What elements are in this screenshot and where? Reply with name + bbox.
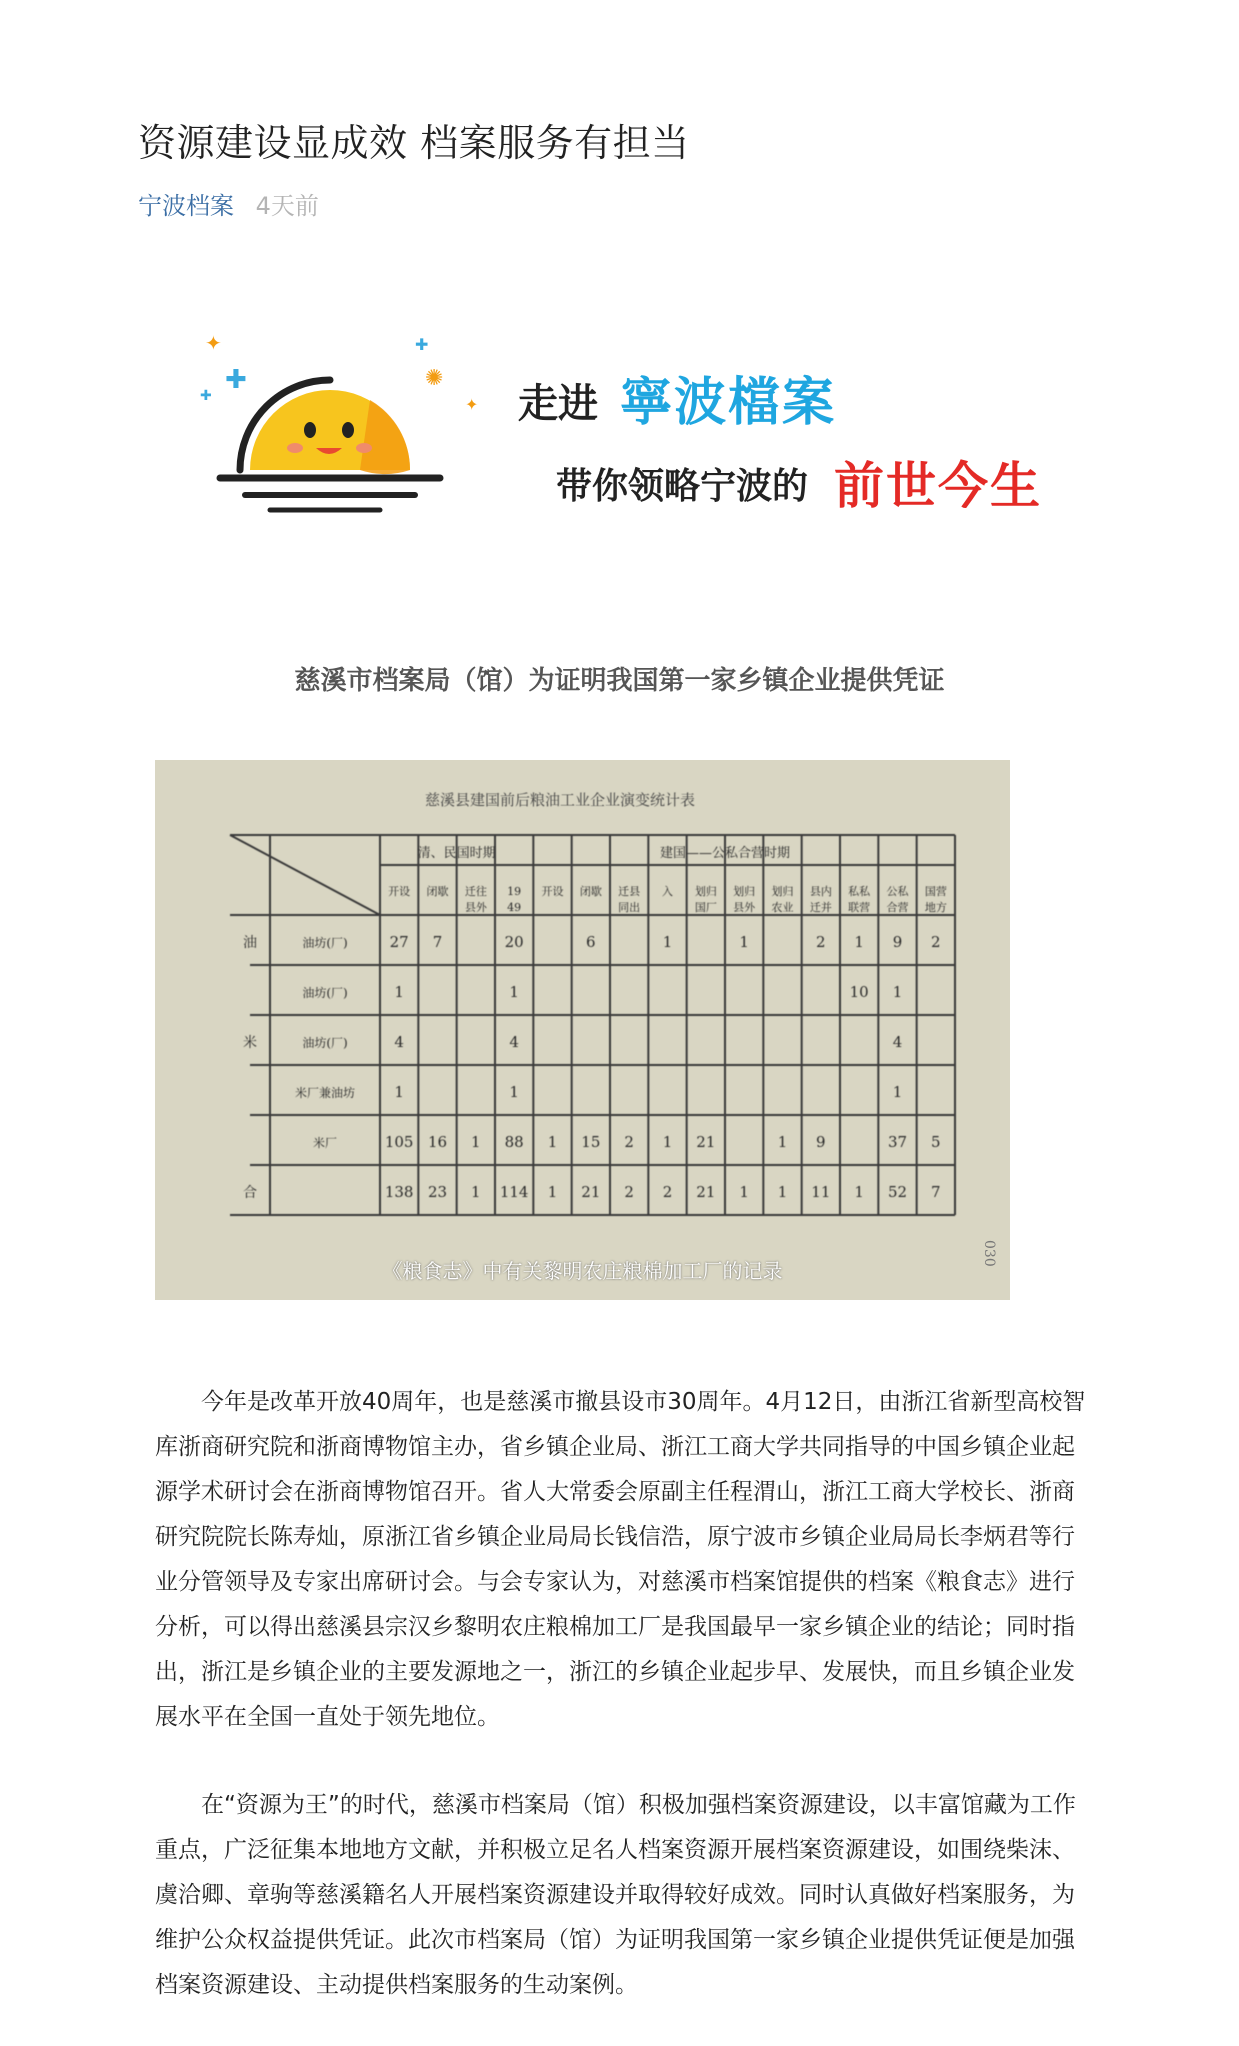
row-label: 油坊(厂) <box>302 1036 348 1050</box>
banner-text-prefix: 走进 <box>518 381 598 427</box>
table-cell: 4 <box>892 1033 903 1051</box>
table-cell: 6 <box>586 933 596 951</box>
svg-text:✦: ✦ <box>205 331 222 355</box>
table-cell: 2 <box>624 1133 634 1151</box>
column-header: 私私 <box>848 885 871 898</box>
table-cell: 11 <box>811 1183 831 1201</box>
table-cell: 16 <box>427 1133 448 1151</box>
table-cell: 1 <box>854 933 864 951</box>
column-header: 19 <box>507 885 522 898</box>
table-cell: 4 <box>394 1033 404 1051</box>
row-label: 油坊(厂) <box>302 986 348 1000</box>
column-header: 县外 <box>464 901 487 914</box>
column-header: 迁县 <box>618 885 641 898</box>
column-header: 地方 <box>924 901 947 914</box>
archive-table-scan <box>155 760 1010 1300</box>
row-label: 米厂 <box>312 1136 338 1150</box>
table-cell: 2 <box>816 933 826 951</box>
column-header: 闭歇 <box>426 885 449 898</box>
table-cell: 9 <box>892 933 903 951</box>
svg-text:✚: ✚ <box>225 365 247 395</box>
table-cell: 105 <box>384 1133 414 1151</box>
column-header: 开设 <box>388 885 411 898</box>
svg-text:✺: ✺ <box>425 366 444 391</box>
account-name-link[interactable]: 宁波档案 <box>138 192 234 220</box>
table-cell: 37 <box>887 1133 908 1151</box>
table-cell: 1 <box>854 1183 864 1201</box>
table-cell: 23 <box>427 1183 448 1201</box>
banner-brand-text: 寧波檔案 <box>620 373 837 433</box>
table-cell: 1 <box>394 1083 404 1101</box>
column-header: 入 <box>662 885 673 898</box>
row-group-label: 米 <box>243 1035 257 1051</box>
table-cell: 1 <box>892 983 903 1001</box>
table-cell: 10 <box>849 983 869 1001</box>
table-cell: 88 <box>504 1133 524 1151</box>
column-header: 合营 <box>886 901 909 914</box>
table-cell: 2 <box>662 1183 673 1201</box>
article-title: 资源建设显成效 档案服务有担当 <box>138 121 690 165</box>
column-header: 县外 <box>733 901 756 914</box>
table-cell: 20 <box>504 933 524 951</box>
table-cell: 21 <box>696 1133 716 1151</box>
table-cell: 1 <box>509 1083 519 1101</box>
table-cell: 1 <box>547 1183 558 1201</box>
column-header: 同出 <box>618 901 641 914</box>
table-cell: 1 <box>739 933 749 951</box>
table-cell: 4 <box>509 1033 519 1051</box>
table-cell: 1 <box>394 983 404 1001</box>
column-header: 县内 <box>809 885 832 898</box>
table-cell: 1 <box>662 1133 673 1151</box>
column-header: 闭歇 <box>579 885 602 898</box>
table-cell: 2 <box>624 1183 634 1201</box>
table-cell: 15 <box>581 1133 601 1151</box>
column-header: 农业 <box>771 901 794 914</box>
table-cell: 1 <box>509 983 519 1001</box>
table-cell: 7 <box>432 933 443 951</box>
column-header: 国厂 <box>694 901 717 914</box>
column-header: 联营 <box>848 901 871 914</box>
banner-tagline-highlight: 前世今生 <box>834 457 1042 515</box>
row-label: 米厂兼油坊 <box>294 1086 356 1100</box>
table-cell: 114 <box>499 1183 529 1201</box>
table-cell: 1 <box>739 1183 749 1201</box>
table-cell: 1 <box>777 1133 788 1151</box>
column-header: 划归 <box>694 885 717 898</box>
table-cell: 1 <box>662 933 673 951</box>
table-cell: 5 <box>931 1133 941 1151</box>
paragraph-2: 在“资源为王”的时代，慈溪市档案局（馆）积极加强档案资源建设，以丰富馆藏为工作重点，广泛征集本地地方文献，并积极立足名人档案资源开展档案资源建设，如围绕柴沫、虞洽卿、章驹等慈溪籍名人开展档案资源建设并取得较好成效。同时认真做好档案服务，为维护公众权益提供凭证。此次市档案局（馆）为证明我国第一家乡镇企业提供凭证便是加强档案资源建设、主动提供档案服务的生动案例。 <box>155 1792 1076 1998</box>
table-cell: 1 <box>777 1183 788 1201</box>
column-header: 开设 <box>541 885 564 898</box>
column-header: 公私 <box>886 885 909 898</box>
table-cell: 21 <box>581 1183 601 1201</box>
table-cell: 138 <box>384 1183 414 1201</box>
column-header: 迁往 <box>464 885 487 898</box>
table-cell: 1 <box>471 1183 481 1201</box>
svg-text:✦: ✦ <box>465 395 479 414</box>
table-cell: 27 <box>389 933 409 951</box>
section-title: 慈溪市档案局（馆）为证明我国第一家乡镇企业提供凭证 <box>294 666 945 696</box>
publish-time: 4天前 <box>255 192 319 220</box>
column-header: 划归 <box>771 885 794 898</box>
table-cell: 7 <box>931 1183 941 1201</box>
image-caption: 《粮食志》中有关黎明农庄粮棉加工厂的记录 <box>382 1259 783 1283</box>
row-label: 油坊(厂) <box>302 936 348 950</box>
banner-tagline-prefix: 带你领略宁波的 <box>556 466 809 507</box>
table-cell: 1 <box>547 1133 558 1151</box>
row-group-label: 合 <box>243 1185 257 1201</box>
svg-text:✚: ✚ <box>200 388 212 404</box>
column-header: 国营 <box>924 885 947 898</box>
banner-image <box>200 330 1100 530</box>
table-cell: 52 <box>887 1183 908 1201</box>
archive-document-image <box>155 760 1010 1300</box>
column-header: 49 <box>507 901 522 914</box>
table-cell: 1 <box>471 1133 481 1151</box>
column-group-header: 建国——公私合营时期 <box>659 846 791 861</box>
column-header: 迁并 <box>809 901 832 914</box>
document-heading: 慈溪县建国前后粮油工业企业演变统计表 <box>424 791 696 809</box>
svg-text:✚: ✚ <box>415 335 429 354</box>
table-cell: 1 <box>892 1083 903 1101</box>
page-number: 030 <box>981 1240 997 1267</box>
paragraph-1: 今年是改革开放40周年，也是慈溪市撤县设市30周年。4月12日，由浙江省新型高校智库浙商研究院和浙商博物馆主办，省乡镇企业局、浙江工商大学共同指导的中国乡镇企业起源学术研讨会在浙商博物馆召开。省人大常委会原副主任程渭山，浙江工商大学校长、浙商研究院院长陈寿灿，原浙江省乡镇企业局局长钱信浩，原宁波市乡镇企业局局长李炳君等行业分管领导及专家出席研讨会。与会专家认为，对慈溪市档案馆提供的档案《粮食志》进行分析，可以得出慈溪县宗汉乡黎明农庄粮棉加工厂是我国最早一家乡镇企业的结论；同时指出，浙江是乡镇企业的主要发源地之一，浙江的乡镇企业起步早、发展快，而且乡镇企业发展水平在全国一直处于领先地位。 <box>155 1389 1086 1730</box>
column-header: 划归 <box>733 885 756 898</box>
article-meta <box>138 186 319 221</box>
table-cell: 2 <box>931 933 941 951</box>
table-cell: 9 <box>816 1133 826 1151</box>
column-group-header: 清、民国时期 <box>417 846 496 861</box>
table-cell: 21 <box>696 1183 716 1201</box>
row-group-label: 油 <box>243 935 257 951</box>
